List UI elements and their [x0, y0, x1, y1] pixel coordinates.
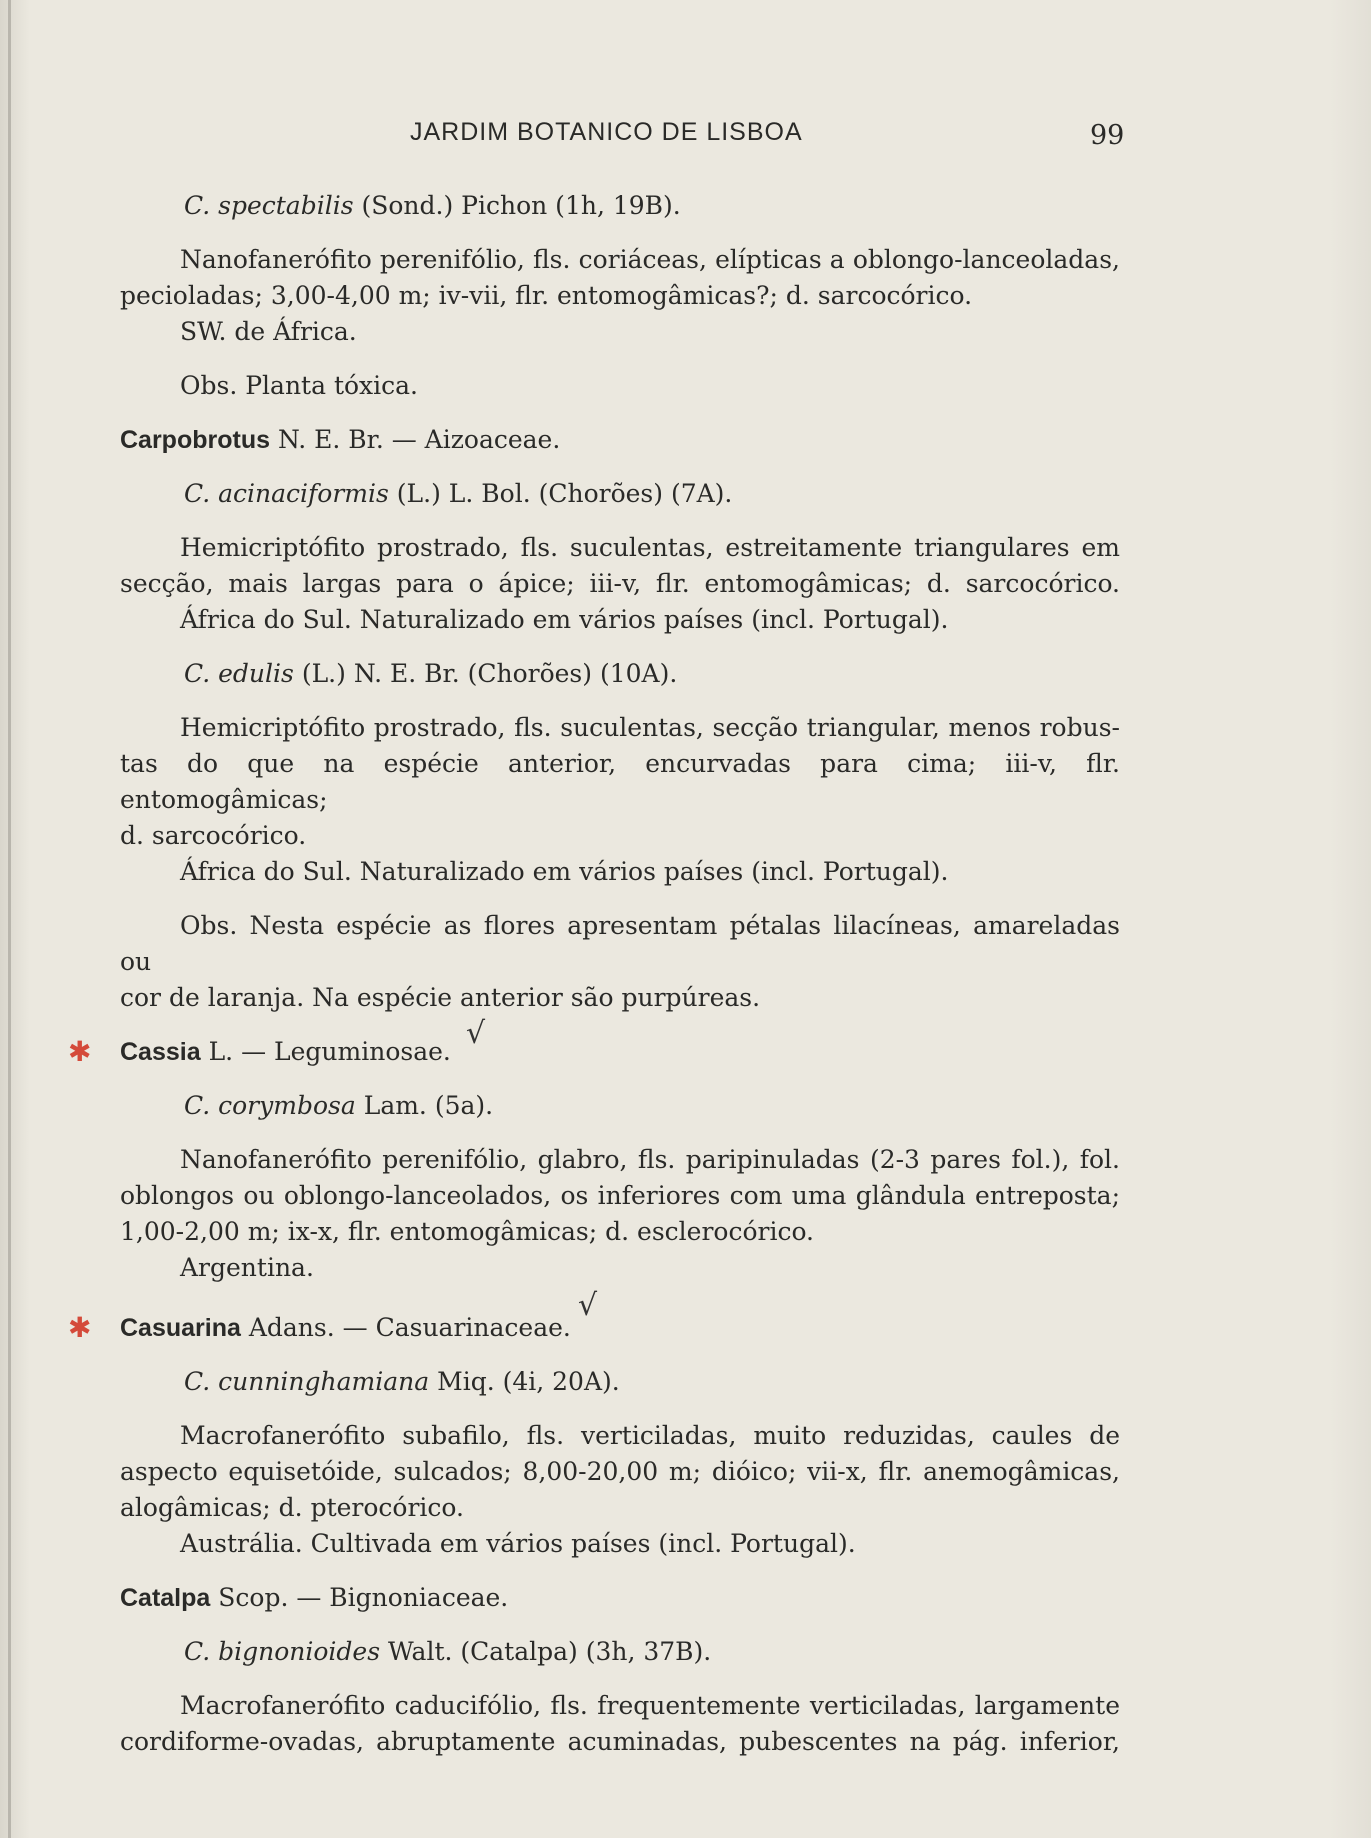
spacer	[120, 458, 1120, 476]
checkmark-icon: √	[578, 1288, 598, 1323]
text-line: Nanofanerófito perenifólio, fls. coriáceas, elípticas a oblongo-lanceoladas,	[180, 245, 1120, 274]
text-line: Obs. Nesta espécie as flores apresentam pétalas lilacíneas, amareladas ou	[120, 911, 1120, 976]
text-line: Macrofanerófito subafilo, fls. verticiladas, muito reduzidas, caules de	[180, 1421, 1120, 1450]
text-line: alogâmicas; d. pterocórico.	[120, 1493, 464, 1522]
spacer	[120, 1562, 1120, 1580]
species-authority: (L.) L. Bol. (Chorões) (7A).	[396, 479, 733, 508]
spacer	[120, 350, 1120, 368]
text-line: África do Sul. Naturalizado em vários países (incl. Portugal).	[180, 605, 949, 634]
species-name: C. edulis	[184, 659, 294, 688]
text-line: cordiforme-ovadas, abruptamente acuminadas, pubescentes na pág. inferior,	[120, 1727, 1120, 1756]
running-title: JARDIM BOTANICO DE LISBOA	[410, 118, 803, 146]
species-heading	[120, 656, 1120, 692]
page-body	[68, 188, 1120, 1760]
species-name: C. cunninghamiana	[184, 1367, 430, 1396]
species-description	[120, 242, 1120, 350]
genus-authority-family: N. E. Br. — Aizoaceae.	[277, 425, 561, 454]
species-heading	[120, 1088, 1120, 1124]
observation: Obs. Planta tóxica.	[180, 371, 418, 400]
text-line: cor de laranja. Na espécie anterior são purpúreas.	[120, 983, 761, 1012]
text-line: secção, mais largas para o ápice; iii-v, flr. entomogâmicas; d. sarcocórico.	[120, 569, 1120, 598]
spacer	[120, 224, 1120, 242]
species-name: C. corymbosa	[184, 1091, 356, 1120]
species-authority: Walt. (Catalpa) (3h, 37B).	[388, 1637, 712, 1666]
spacer	[120, 1670, 1120, 1688]
species-authority: (L.) N. E. Br. (Chorões) (10A).	[301, 659, 678, 688]
species-description	[120, 530, 1120, 638]
genus-authority-family: Scop. — Bignoniaceae.	[218, 1583, 509, 1612]
checkmark-icon: √	[466, 1016, 486, 1051]
spacer	[120, 638, 1120, 656]
genus-heading	[68, 1288, 1120, 1346]
genus-heading	[120, 1580, 1120, 1616]
genus-name: Casuarina	[120, 1314, 241, 1342]
species-authority: Miq. (4i, 20A).	[437, 1367, 620, 1396]
spacer	[120, 512, 1120, 530]
species-heading	[120, 1364, 1120, 1400]
genus-authority-family: Adans. — Casuarinaceae.	[248, 1313, 571, 1342]
text-line: África do Sul. Naturalizado em vários países (incl. Portugal).	[180, 857, 949, 886]
page-header	[0, 118, 1371, 151]
species-description	[120, 1142, 1120, 1286]
text-line: tas do que na espécie anterior, encurvadas para cima; iii-v, flr. entomogâmicas;	[120, 749, 1120, 814]
spacer	[120, 890, 1120, 908]
genus-name: Catalpa	[120, 1584, 211, 1612]
species-heading	[120, 476, 1120, 512]
species-authority: Lam. (5a).	[363, 1091, 494, 1120]
text-line: Hemicriptófito prostrado, fls. suculentas, estreitamente triangulares em	[180, 533, 1120, 562]
text-line: Hemicriptófito prostrado, fls. suculentas, secção triangular, menos robus-	[180, 713, 1120, 742]
text-line: oblongos ou oblongo-lanceolados, os inferiores com uma glândula entreposta;	[120, 1181, 1120, 1210]
species-description	[120, 1418, 1120, 1562]
text-line: aspecto equisetóide, sulcados; 8,00-20,00 m; dióico; vii-x, flr. anemogâmicas,	[120, 1457, 1120, 1486]
species-description	[120, 1688, 1120, 1760]
genus-authority-family: L. — Leguminosae.	[208, 1037, 451, 1066]
spacer	[120, 1124, 1120, 1142]
genus-name: Carpobrotus	[120, 426, 270, 454]
spacer	[120, 1070, 1120, 1088]
species-name: C. spectabilis	[184, 191, 354, 220]
text-line: Argentina.	[180, 1253, 314, 1282]
asterisk-icon: ✱	[68, 1035, 92, 1068]
species-heading	[120, 1634, 1120, 1670]
text-line: Austrália. Cultivada em vários países (incl. Portugal).	[180, 1529, 856, 1558]
page-binding-edge	[8, 0, 11, 1838]
genus-heading	[68, 1016, 1120, 1070]
text-line: 1,00-2,00 m; ix-x, flr. entomogâmicas; d. esclerocórico.	[120, 1217, 815, 1246]
text-line: Nanofanerófito perenifólio, glabro, fls. paripinuladas (2-3 pares fol.), fol.	[180, 1145, 1120, 1174]
asterisk-icon: ✱	[68, 1311, 92, 1344]
spacer	[120, 1016, 1120, 1034]
genus-name: Cassia	[120, 1038, 201, 1066]
species-name: C. acinaciformis	[184, 479, 389, 508]
page-number: 99	[1090, 120, 1125, 151]
spacer	[120, 404, 1120, 422]
spacer	[120, 1400, 1120, 1418]
species-heading	[120, 188, 1120, 224]
text-line: d. sarcocórico.	[120, 821, 307, 850]
spacer	[120, 692, 1120, 710]
genus-heading	[120, 422, 1120, 458]
species-name: C. bignonioides	[184, 1637, 381, 1666]
text-line: Macrofanerófito caducifólio, fls. frequentemente verticiladas, largamente	[180, 1691, 1120, 1720]
spacer	[120, 1616, 1120, 1634]
spacer	[120, 1286, 1120, 1310]
spacer	[120, 1346, 1120, 1364]
text-line: SW. de África.	[180, 317, 357, 346]
text-line: pecioladas; 3,00-4,00 m; iv-vii, flr. entomogâmicas?; d. sarcocórico.	[120, 281, 973, 310]
species-description	[120, 710, 1120, 890]
observation	[120, 908, 1120, 1016]
species-authority: (Sond.) Pichon (1h, 19B).	[361, 191, 681, 220]
